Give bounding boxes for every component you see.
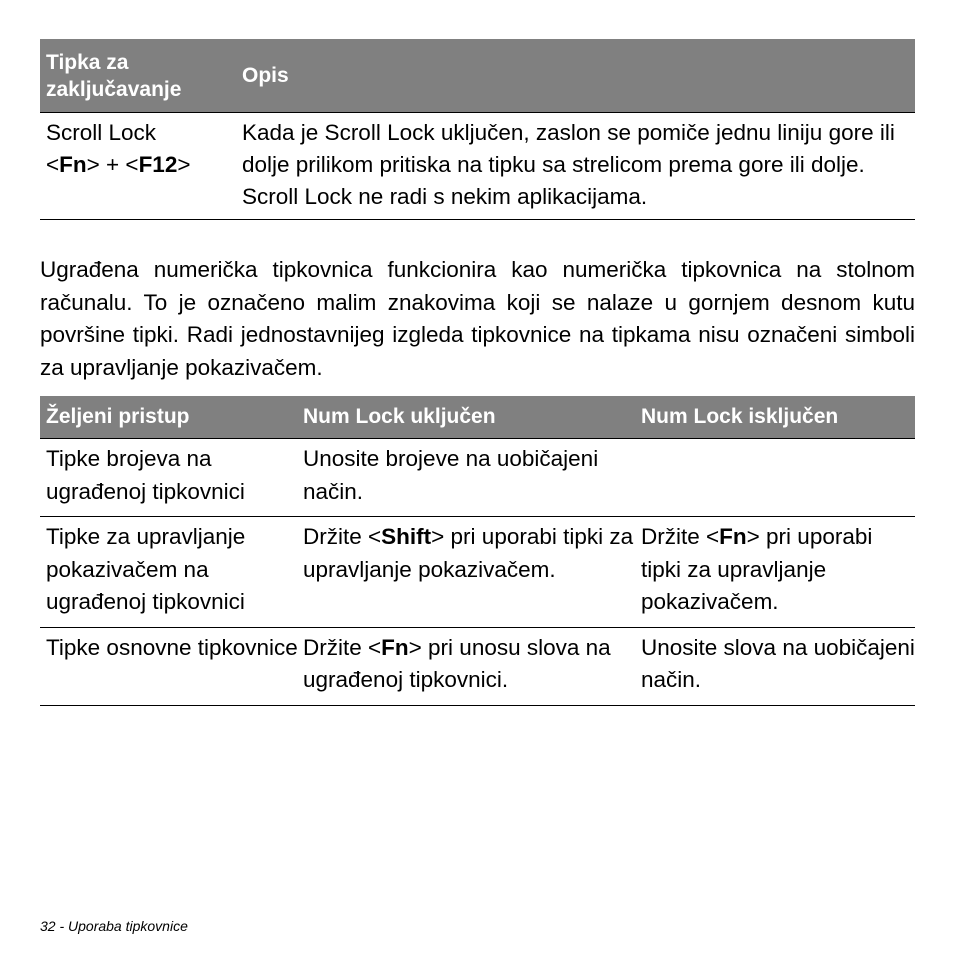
table-row [40, 517, 915, 628]
header-description: Opis [242, 64, 289, 87]
header-numlock-off: Num Lock isključen [641, 405, 839, 428]
numlock-on-cell: Držite <Fn> pri unosu slova na ugrađenoj tipkovnici. [303, 634, 611, 692]
table-row [40, 628, 915, 706]
numlock-off-cell [636, 443, 915, 508]
header-desired-access: Željeni pristup [46, 405, 190, 428]
access-cell: Tipke za upravljanje pokazivačem na ugrađenoj tipkovnici [46, 524, 246, 614]
header-numlock-on: Num Lock uključen [303, 405, 496, 428]
access-cell: Tipke osnovne tipkovnice [46, 634, 298, 660]
key-name: Scroll Lock [46, 120, 157, 145]
header-lock-key: Tipka za zaključavanje [46, 50, 182, 101]
description-cell: Kada je Scroll Lock uključen, zaslon se pomiče jednu liniju gore ili dolje prilikom pritiska na tipku sa strelicom prema gore ili dolje. Scroll Lock ne radi s nekim aplikacijama. [242, 120, 895, 209]
key-combo: <Fn> + <F12> [46, 152, 191, 177]
numlock-on-cell: Držite <Shift> pri uporabi tipki za upravljanje pokazivačem. [303, 524, 634, 582]
fn-key: Fn [59, 152, 87, 177]
access-cell: Tipke brojeva na ugrađenoj tipkovnici [46, 446, 245, 504]
numlock-on-cell: Unosite brojeve na uobičajeni način. [303, 446, 599, 504]
numlock-off-cell: Držite <Fn> pri uporabi tipki za upravljanje pokazivačem. [641, 524, 873, 614]
lock-key-table-header [40, 39, 915, 113]
numlock-off-cell: Unosite slova na uobičajeni način. [641, 634, 915, 692]
body-paragraph: Ugrađena numerička tipkovnica funkcionira kao numerička tipkovnica na stolnom računalu. To je označeno malim znakovima koji se nalaze u gornjem desnom kutu površine tipki. Radi jednostavnijeg izgleda tipkovnice na tipkama nisu označeni simboli za upravljanje pokazivačem. [40, 257, 915, 380]
fn-key: Fn [381, 634, 409, 660]
table-row [40, 439, 915, 517]
shift-key: Shift [381, 524, 432, 549]
lock-key-cell [40, 117, 242, 213]
fn-key: Fn [719, 524, 747, 549]
numlock-table [40, 396, 915, 706]
page-footer: 32 - Uporaba tipkovnice [40, 918, 188, 934]
f12-key: F12 [138, 152, 178, 177]
table-row [40, 113, 915, 220]
lock-key-table [40, 39, 915, 220]
numlock-table-header [40, 396, 915, 439]
